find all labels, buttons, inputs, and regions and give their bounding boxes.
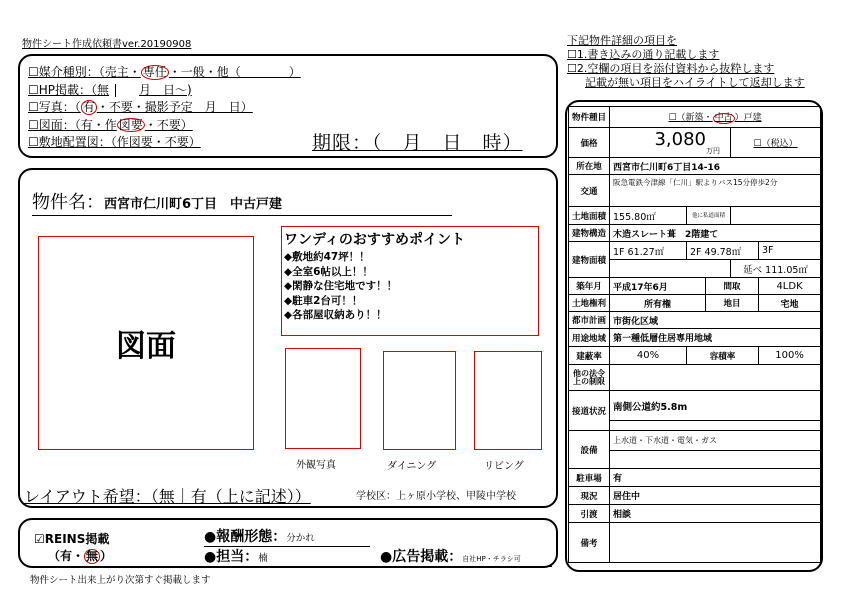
photo-row <box>28 99 301 117</box>
recommend-point: ◆全室6帖以上！！ <box>284 265 373 278</box>
type-post: ）戸建 <box>734 112 762 123</box>
recommend-title: ワンディのおすすめポイント <box>284 232 466 248</box>
status-label: 現況 <box>569 487 610 505</box>
reins-options <box>48 547 112 564</box>
instructions-header: 下記物件詳細の項目を <box>567 34 677 47</box>
address-label: 所在地 <box>569 158 610 175</box>
city-plan-value: 市街化区域 <box>610 312 821 329</box>
ad-value: 自社HP・チラシ可 <box>462 555 521 563</box>
drawing-circled: 図要 <box>118 117 143 132</box>
photo-label: ☐写真：（ <box>28 100 81 114</box>
reins-label: ☑REINS掲載 <box>34 532 110 546</box>
floor-plan-placeholder: 図面 <box>116 329 176 364</box>
document-title: 物件シート作成依頼書ver.20190908 <box>22 39 192 50</box>
total-area: 延べ 111.05㎡ <box>731 260 821 278</box>
private-road-label: 他に私道面積 <box>687 207 731 225</box>
parking-value: 有 <box>610 469 821 487</box>
far-label: 容積率 <box>687 347 759 365</box>
built-value: 平成17年6月 <box>610 278 706 295</box>
price-unit: 万円 <box>706 147 720 155</box>
land-category-label: 地目 <box>706 295 759 312</box>
structure-label: 建物構造 <box>569 225 610 242</box>
floor2-area: 2F 49.78㎡ <box>687 242 759 260</box>
instructions-line3: 記載が無い項目をハイライトして返却します <box>585 76 805 89</box>
type-label: 物件種目 <box>569 107 610 128</box>
far-value: 100% <box>759 347 821 365</box>
tax-option: ☐（税込） <box>753 139 798 149</box>
drawing-rest: ・不要） <box>144 117 193 132</box>
living-photo-label: リビング <box>484 461 524 472</box>
built-label: 築年月 <box>569 278 610 295</box>
reins-options-suffix: ） <box>100 549 113 563</box>
price-cell <box>610 128 731 158</box>
other-law-value <box>610 365 821 391</box>
structure-value: 木造スレート葺 2階建て <box>610 225 821 242</box>
broker-type-row <box>28 64 301 82</box>
building-area-label: 建物面積 <box>569 242 610 278</box>
land-right-value: 所有権 <box>610 295 706 312</box>
school-district: 学校区：上ヶ原小学校、甲陵中学校 <box>356 491 516 502</box>
type-value <box>610 107 821 128</box>
drawing-label: ☐図面：（有・作 <box>28 117 117 132</box>
instructions <box>567 34 805 90</box>
other-law-label: 他の法令上の制限 <box>569 365 610 391</box>
bcr-value: 40% <box>610 347 687 365</box>
bcr-label: 建蔽率 <box>569 347 610 365</box>
address-value: 西宮市仁川町6丁目14-16 <box>610 158 821 175</box>
fee-row <box>204 526 370 547</box>
hp-listing-divider <box>115 84 139 97</box>
hp-listing-label: ☐HP掲載：（無 <box>28 82 110 97</box>
recommend-point: ◆各部屋収納あり！！ <box>284 309 387 321</box>
traffic-value: 阪急電鉄今津線「仁川」駅よりバス15分停歩2分 <box>610 175 821 207</box>
land-area-label: 土地面積 <box>569 207 610 225</box>
request-options <box>28 64 301 152</box>
hp-listing-rest: 月 日～) <box>139 82 192 97</box>
status-value: 居住中 <box>610 487 821 505</box>
floor1-area: 1F 61.27㎡ <box>610 242 687 260</box>
land-category-value: 宅地 <box>759 295 821 312</box>
total-area-spacer <box>610 260 731 278</box>
road-label: 接道状況 <box>569 391 610 431</box>
layout-request: レイアウト希望：（無｜有（上に記述）） <box>24 487 311 506</box>
instructions-line1: ☐1.書き込みの通り記載します <box>567 48 720 61</box>
site-plan-row: ☐敷地配置図：（作図要・不要） <box>28 135 201 149</box>
fee-value: 分かれ <box>286 533 315 544</box>
reins-options-prefix: （有・ <box>48 549 85 563</box>
recommend-point: ◆閑静な住宅地です！！ <box>284 280 398 292</box>
hp-listing-row <box>28 82 301 100</box>
layout-label: 間取 <box>706 278 759 295</box>
dining-photo-label: ダイニング <box>387 461 437 472</box>
parking-label: 駐車場 <box>569 469 610 487</box>
photo-circled: 有 <box>82 100 95 114</box>
utilities-label: 設備 <box>569 431 610 469</box>
layout-value: 4LDK <box>759 278 821 295</box>
reins-circled: 無 <box>86 549 99 563</box>
staff-label: ●担当： <box>204 549 259 565</box>
delivery-label: 引渡 <box>569 505 610 523</box>
deadline: 期限：（ 月 日 時） <box>312 132 523 154</box>
ad-label: ●広告掲載： <box>380 549 463 565</box>
ad-row <box>380 546 552 567</box>
spec-table <box>568 106 821 563</box>
property-name-row <box>32 188 452 216</box>
property-name: 西宮市仁川町6丁目 中古戸建 <box>104 197 283 212</box>
staff-row <box>204 546 370 567</box>
type-pre: ☐（新築・ <box>668 112 713 123</box>
city-plan-label: 都市計画 <box>569 312 610 329</box>
exterior-photo-area <box>285 348 361 449</box>
traffic-label: 交通 <box>569 175 610 207</box>
land-area-value: 155.80㎡ <box>610 207 687 225</box>
dining-photo-area <box>383 351 456 450</box>
floor3-area: 3F <box>759 242 821 260</box>
recommend-point: ◆敷地約47坪！！ <box>284 251 370 263</box>
private-road-value <box>731 207 821 225</box>
living-photo-area <box>474 351 542 450</box>
instructions-line2: ☐2.空欄の項目を添付資料から抜粋します <box>567 62 775 75</box>
broker-type-label: ☐媒介種別：（売主・ <box>28 65 141 79</box>
exterior-photo-label: 外観写真 <box>296 460 336 471</box>
recommend-content <box>284 229 465 323</box>
land-right-label: 土地権利 <box>569 295 610 312</box>
price-label: 価格 <box>569 128 610 158</box>
tax-cell <box>731 128 821 158</box>
remarks-label: 備考 <box>569 523 610 563</box>
broker-type-rest: ・一般・他（ ） <box>168 65 301 79</box>
property-name-label: 物件名： <box>32 192 104 213</box>
floor-plan-area <box>38 236 254 450</box>
type-circled: 中古 <box>714 112 733 123</box>
footer-note: 物件シート出来上がり次第すぐ掲載します <box>30 575 211 586</box>
zoning-value: 第一種低層住居専用地域 <box>610 329 821 347</box>
broker-type-circled: 専任 <box>142 65 167 79</box>
road-value: 南側公道約5.8m <box>610 391 821 421</box>
utilities-extra <box>610 451 821 469</box>
zoning-label: 用途地域 <box>569 329 610 347</box>
road-value-extra <box>610 421 821 431</box>
drawing-row <box>28 117 301 135</box>
remarks-value <box>610 523 821 563</box>
photo-rest: ・不要・撮影予定 月 日） <box>96 100 253 114</box>
price-value: 3,080 <box>654 129 706 150</box>
utilities-value: 上水道・下水道・電気・ガス <box>610 431 821 451</box>
recommend-point: ◆駐車2台可！！ <box>284 294 363 307</box>
fee-label: ●報酬形態： <box>204 529 287 545</box>
delivery-value: 相談 <box>610 505 821 523</box>
staff-value: 楠 <box>258 553 268 564</box>
